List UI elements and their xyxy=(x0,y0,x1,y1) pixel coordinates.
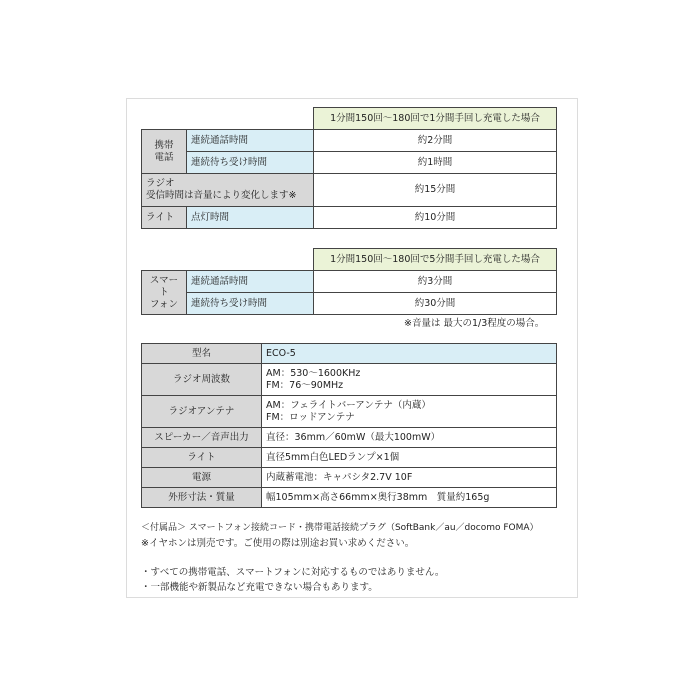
spec-value-dimensions: 幅105mm×高さ66mm×奥行38mm 質量約165g xyxy=(262,488,557,508)
volume-note: ※音量は 最大の1/3程度の場合。 xyxy=(404,318,545,329)
table2-phone-label: スマート フォン xyxy=(142,271,187,315)
table1-light-sub: 点灯時間 xyxy=(187,207,314,229)
table2-call-value: 約3分間 xyxy=(314,271,557,293)
earphone-note: ※イヤホンは別売です。ご使用の際は別途お買い求めください。 xyxy=(141,538,415,549)
spec-label-antenna: ラジオアンテナ xyxy=(142,396,262,428)
spec-label-light: ライト xyxy=(142,448,262,468)
table2-call-label: 連続通話時間 xyxy=(187,271,314,293)
spec-table xyxy=(141,343,557,508)
charge-table-2 xyxy=(141,248,557,315)
table2-standby-value: 約30分間 xyxy=(314,293,557,315)
spec-value-speaker: 直径：36mm／60mW（最大100mW） xyxy=(262,428,557,448)
table1-radio-label: ラジオ 受信時間は音量により変化します※ xyxy=(142,174,314,207)
table1-light-label: ライト xyxy=(142,207,187,229)
charge-table-1 xyxy=(141,107,557,229)
spec-label-frequency: ラジオ周波数 xyxy=(142,364,262,396)
accessories-note: ＜付属品＞ スマートフォン接続コード・携帯電話接続プラグ（SoftBank／au／docomo FOMA） xyxy=(141,523,539,533)
table1-standby-value: 約1時間 xyxy=(314,152,557,174)
table2-header: 1分間150回〜180回で5分間手回し充電した場合 xyxy=(314,249,557,271)
spec-label-power: 電源 xyxy=(142,468,262,488)
table1-call-value: 約2分間 xyxy=(314,130,557,152)
table1-radio-value: 約15分間 xyxy=(314,174,557,207)
spec-value-light: 直径5mm白色LEDランプ×1個 xyxy=(262,448,557,468)
spec-value-antenna: AM：フェライトバーアンテナ（内蔵） FM：ロッドアンテナ xyxy=(262,396,557,428)
compatibility-warning: ・すべての携帯電話、スマートフォンに対応するものではありません。 xyxy=(141,567,445,578)
charging-warning: ・一部機能や新製品など充電できない場合もあります。 xyxy=(141,582,378,593)
spec-value-power: 内蔵蓄電池：キャパシタ2.7V 10F xyxy=(262,468,557,488)
spec-value-frequency: AM：530〜1600KHz FM：76〜90MHz xyxy=(262,364,557,396)
spec-value-model: ECO-5 xyxy=(262,344,557,364)
table1-header: 1分間150回〜180回で1分間手回し充電した場合 xyxy=(314,108,557,130)
spec-label-dimensions: 外形寸法・質量 xyxy=(142,488,262,508)
spec-label-model: 型名 xyxy=(142,344,262,364)
table1-light-value: 約10分間 xyxy=(314,207,557,229)
spec-label-speaker: スピーカー／音声出力 xyxy=(142,428,262,448)
table2-standby-label: 連続待ち受け時間 xyxy=(187,293,314,315)
table1-standby-label: 連続待ち受け時間 xyxy=(187,152,314,174)
table1-phone-label: 携帯 電話 xyxy=(142,130,187,174)
table1-call-label: 連続通話時間 xyxy=(187,130,314,152)
